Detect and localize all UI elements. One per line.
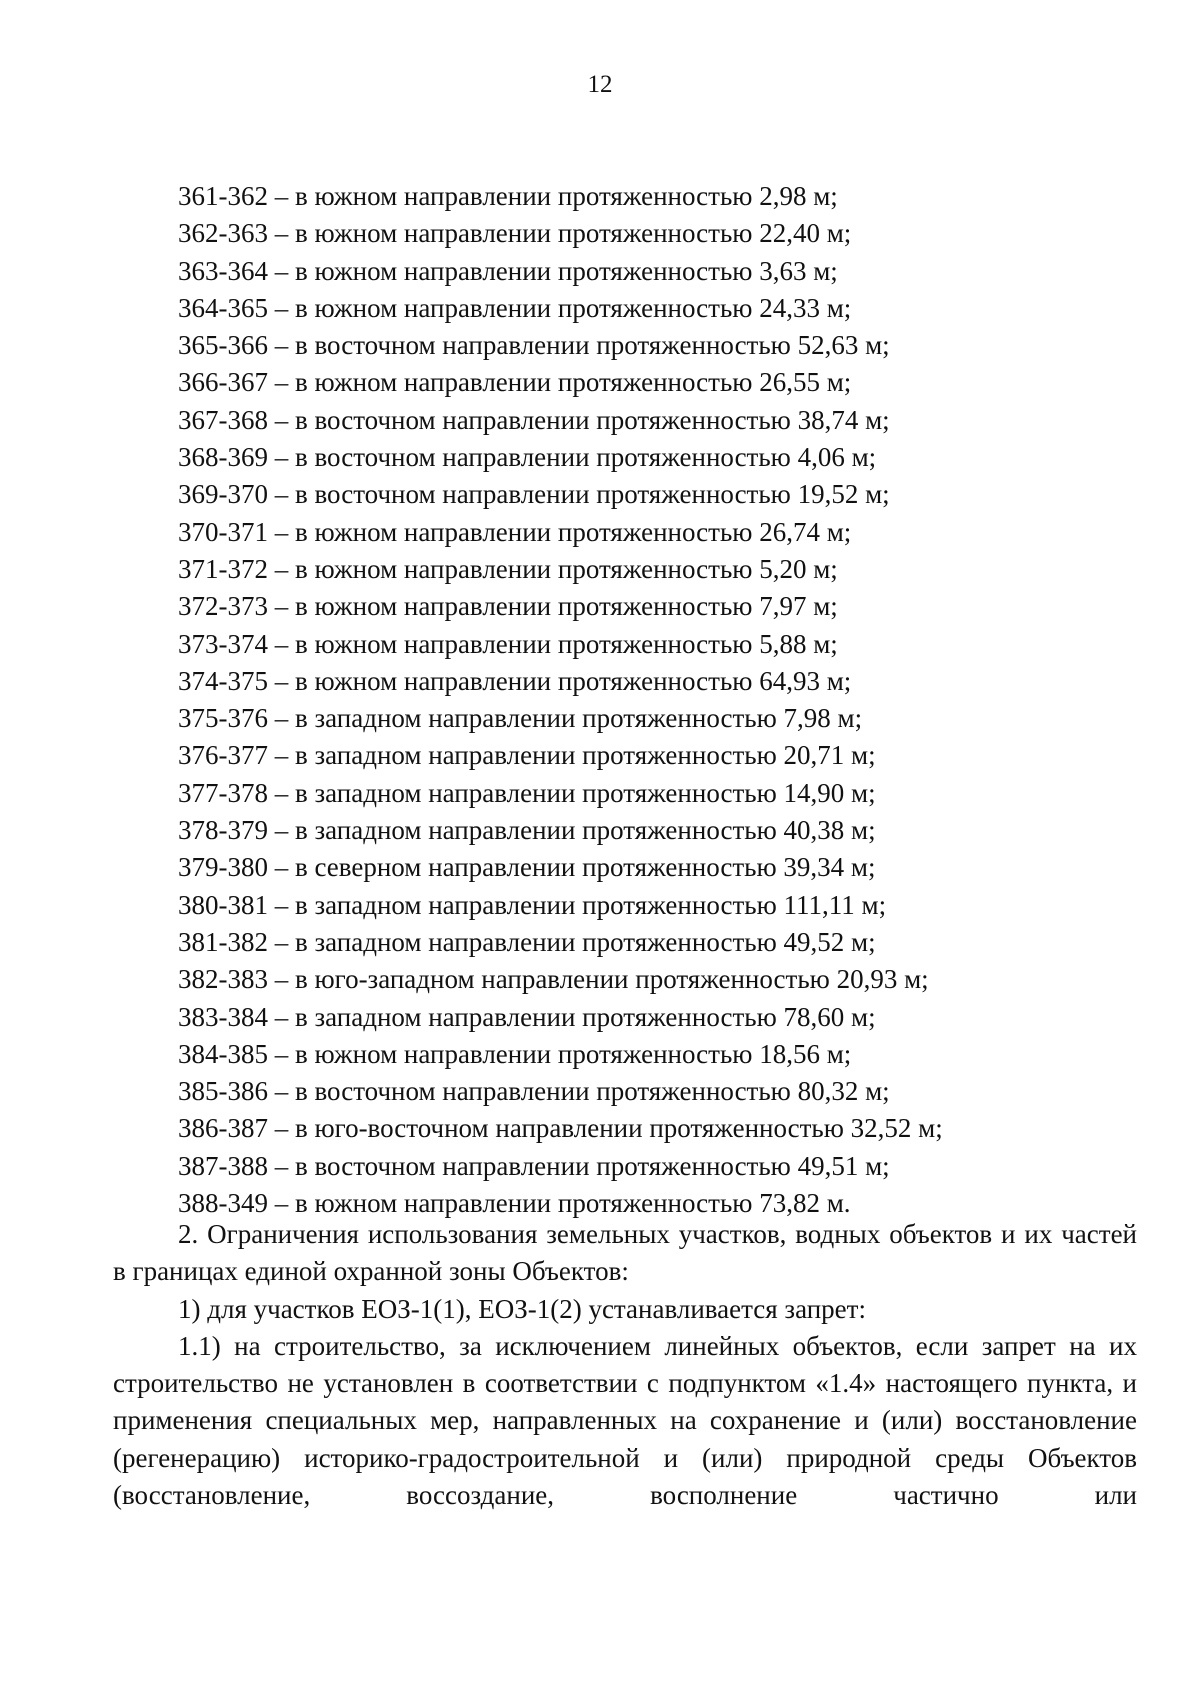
segment-line: 364-365 – в южном направлении протяженностью 24,33 м; [178, 292, 852, 323]
segment-line: 376-377 – в западном направлении протяженностью 20,71 м; [178, 740, 876, 771]
segment-line: 372-373 – в южном направлении протяженностью 7,97 м; [178, 591, 838, 622]
segment-line: 362-363 – в южном направлении протяженностью 22,40 м; [178, 218, 852, 249]
page-number: 12 [587, 71, 613, 98]
restrictions-section [113, 1216, 1137, 1514]
segment-line: 377-378 – в западном направлении протяженностью 14,90 м; [178, 777, 876, 808]
segment-line: 382-383 – в юго-западном направлении протяженностью 20,93 м; [178, 964, 929, 995]
segment-line: 379-380 – в северном направлении протяженностью 39,34 м; [178, 852, 876, 883]
segment-line: 375-376 – в западном направлении протяженностью 7,98 м; [178, 703, 863, 734]
segment-line: 384-385 – в южном направлении протяженностью 18,56 м; [178, 1038, 852, 1069]
segment-line: 368-369 – в восточном направлении протяженностью 4,06 м; [178, 442, 877, 473]
segment-line: 361-362 – в южном направлении протяженностью 2,98 м; [178, 181, 838, 211]
segment-line: 380-381 – в западном направлении протяженностью 111,11 м; [178, 889, 887, 920]
segment-line: 386-387 – в юго-восточном направлении протяженностью 32,52 м; [178, 1113, 943, 1144]
segment-line: 363-364 – в южном направлении протяженностью 3,63 м; [178, 255, 838, 286]
segment-line: 388-349 – в южном направлении протяженностью 73,82 м. [178, 1188, 851, 1219]
segment-line: 385-386 – в восточном направлении протяженностью 80,32 м; [178, 1076, 890, 1107]
segment-line: 378-379 – в западном направлении протяженностью 40,38 м; [178, 815, 876, 846]
segment-line: 365-366 – в восточном направлении протяженностью 52,63 м; [178, 330, 890, 361]
segment-line: 381-382 – в западном направлении протяженностью 49,52 м; [178, 926, 876, 957]
segment-line: 371-372 – в южном направлении протяженностью 5,20 м; [178, 553, 838, 584]
segment-line: 373-374 – в южном направлении протяженностью 5,88 м; [178, 628, 838, 659]
boundary-segment-list [178, 178, 943, 1222]
segment-line: 369-370 – в восточном направлении протяженностью 19,52 м; [178, 479, 890, 510]
item-1-paragraph: 1) для участков ЕОЗ-1(1), ЕОЗ-1(2) устанавливается запрет: [178, 1293, 866, 1324]
segment-line: 374-375 – в южном направлении протяженностью 64,93 м; [178, 665, 852, 696]
segment-line: 370-371 – в южном направлении протяженностью 26,74 м; [178, 516, 852, 547]
section-2-heading: 2. Ограничения использования земельных участков, водных объектов и их частей в границах единой охранной зоны Объектов: [113, 1219, 1137, 1287]
segment-line: 383-384 – в западном направлении протяженностью 78,60 м; [178, 1001, 876, 1032]
item-1-1-paragraph: 1.1) на строительство, за исключением линейных объектов, если запрет на их строительство не установлен в соответствии с подпунктом «1.4» настоящего пункта, и применения специальных мер, направленных на сохранение и (или) восстановление (регенерацию) историко-градостроительной и (или) природной среды Объектов (восстановление, воссоздание, восполнение частично или [113, 1330, 1137, 1511]
segment-line: 367-368 – в восточном направлении протяженностью 38,74 м; [178, 404, 890, 435]
segment-line: 387-388 – в восточном направлении протяженностью 49,51 м; [178, 1150, 890, 1181]
segment-line: 366-367 – в южном направлении протяженностью 26,55 м; [178, 367, 852, 398]
